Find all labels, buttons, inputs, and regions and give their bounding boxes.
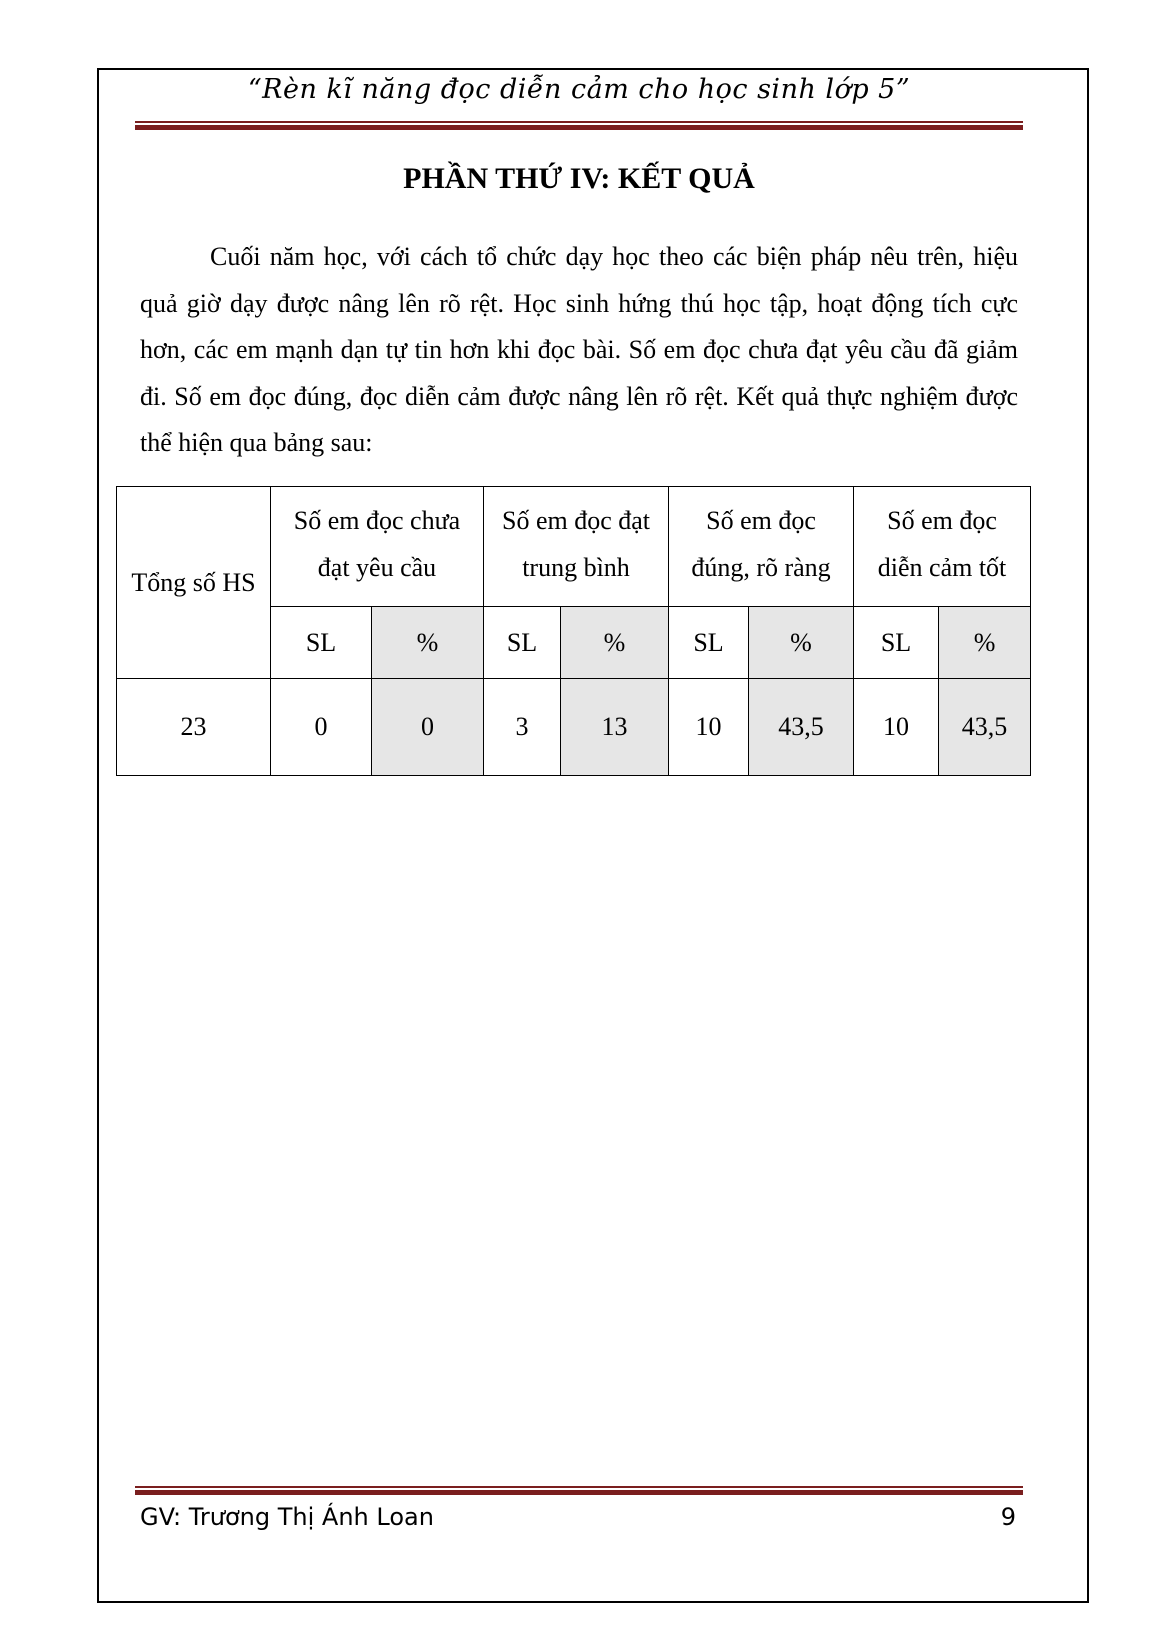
- table-row: [117, 679, 1031, 776]
- group-header-expressive: Số em đọc diễn cảm tốt: [854, 487, 1031, 607]
- subheader-pct: %: [749, 607, 854, 679]
- cell-sl: 0: [271, 679, 372, 776]
- group-header-correct-clear: Số em đọc đúng, rõ ràng: [669, 487, 854, 607]
- cell-sl: 10: [854, 679, 939, 776]
- cell-pct: 43,5: [939, 679, 1031, 776]
- table-header-row: [117, 487, 1031, 607]
- cell-sl: 3: [484, 679, 561, 776]
- footer-author: GV: Trương Thị Ánh Loan: [140, 1503, 434, 1531]
- subheader-pct: %: [561, 607, 669, 679]
- cell-pct: 13: [561, 679, 669, 776]
- subheader-sl: SL: [854, 607, 939, 679]
- header-rule: [135, 121, 1023, 130]
- group-header-average: Số em đọc đạt trung bình: [484, 487, 669, 607]
- subheader-sl: SL: [669, 607, 749, 679]
- subheader-sl: SL: [271, 607, 372, 679]
- subheader-pct: %: [939, 607, 1031, 679]
- body-paragraph: Cuối năm học, với cách tổ chức dạy học theo các biện pháp nêu trên, hiệu quả giờ dạy được nâng lên rõ rệt. Học sinh hứng thú học tập, hoạt động tích cực hơn, các em mạnh dạn tự tin hơn khi đọc bài. Số em đọc chưa đạt yêu cầu đã giảm đi. Số em đọc đúng, đọc diễn cảm được nâng lên rõ rệt. Kết quả thực nghiệm được thể hiện qua bảng sau:: [140, 242, 1018, 458]
- section-heading: PHẦN THỨ IV: KẾT QUẢ: [403, 162, 755, 195]
- group-header-not-meet: Số em đọc chưa đạt yêu cầu: [271, 487, 484, 607]
- cell-pct: 0: [372, 679, 484, 776]
- total-students-header: Tổng số HS: [117, 487, 271, 679]
- subheader-sl: SL: [484, 607, 561, 679]
- footer-rule: [135, 1486, 1023, 1495]
- results-table: [116, 486, 1031, 776]
- cell-pct: 43,5: [749, 679, 854, 776]
- cell-sl: 10: [669, 679, 749, 776]
- subheader-pct: %: [372, 607, 484, 679]
- header-title: “Rèn kĩ năng đọc diễn cảm cho học sinh lớp 5”: [247, 74, 911, 105]
- page-number: 9: [1000, 1503, 1016, 1531]
- total-students-value: 23: [117, 679, 271, 776]
